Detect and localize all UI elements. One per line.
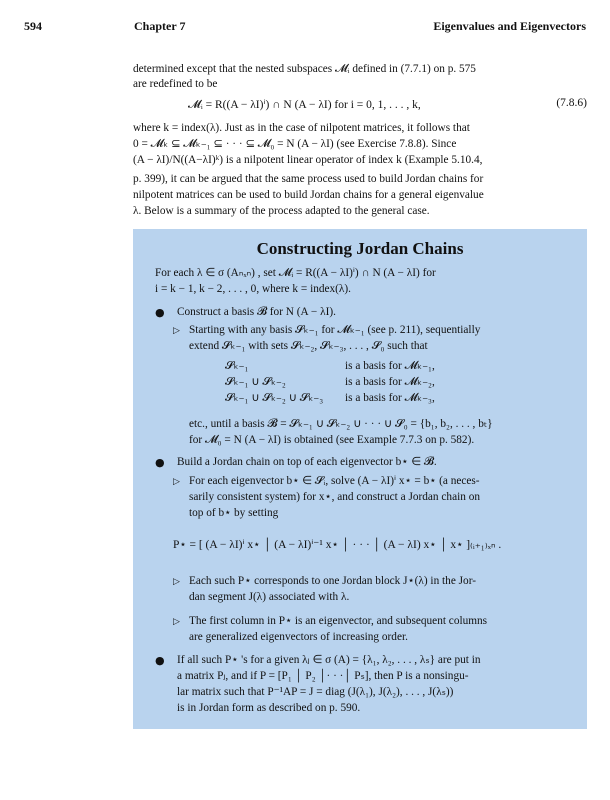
- bullet-3-line-1: If all such P⋆ 's for a given λⱼ ∈ σ (A) = {λ₁, λ₂, . . . , λₛ} are put in: [177, 654, 481, 666]
- bullet-2: Build a Jordan chain on top of each eigenvector b⋆ ∈ 𝓑.: [177, 456, 437, 468]
- bullet-3-line-4: is in Jordan form as described on p. 590.: [177, 702, 361, 714]
- step-2-line-3: top of b⋆ by setting: [189, 507, 279, 519]
- bullet-3-line-3: lar matrix such that P⁻¹AP = J = diag (J(λ₁), J(λ₂), . . . , J(λₛ)): [177, 686, 454, 698]
- intro-line-2: are redefined to be: [133, 78, 218, 90]
- step-2-line-2: sarily consistent system) for x⋆, and construct a Jordan chain on: [189, 491, 480, 503]
- box-title: Constructing Jordan Chains: [256, 239, 464, 258]
- bullet-icon: ●: [155, 456, 165, 469]
- equation-number: (7.8.6): [556, 97, 587, 109]
- box-intro-line-2: i = k − 1, k − 2, . . . , 0, where k = index(λ).: [155, 283, 351, 295]
- step-3-line-1: Each such P⋆ corresponds to one Jordan block J⋆(λ) in the Jor-: [189, 575, 477, 587]
- basis-desc-1: is a basis for 𝓜ₖ₋₁,: [345, 360, 435, 372]
- intro-line-7: nilpotent matrices can be used to build Jordan chains for a general eigenvalue: [133, 189, 484, 201]
- basis-set-2: 𝓢ₖ₋₁ ∪ 𝓢ₖ₋₂: [225, 376, 286, 388]
- pstar-equation: P⋆ = [ (A − λI)ⁱ x⋆ │ (A − λI)ⁱ⁻¹ x⋆ │ · · · │ (A − λI) x⋆ │ x⋆ ]₍ᵢ₊₁₎ₓₙ .: [173, 539, 502, 551]
- triangle-icon: ▷: [173, 617, 180, 627]
- intro-line-3: where k = index(λ). Just as in the case of nilpotent matrices, it follows that: [133, 122, 470, 134]
- step-1-line-3: etc., until a basis 𝓑 = 𝓢ₖ₋₁ ∪ 𝓢ₖ₋₂ ∪ · · · ∪ 𝓢₀ = {b₁, b₂, . . . , bₜ}: [189, 418, 493, 430]
- page-number: 594: [24, 19, 42, 33]
- bullet-icon: ●: [155, 654, 165, 667]
- intro-line-8: λ. Below is a summary of the process adapted to the general case.: [133, 205, 430, 217]
- bullet-3-line-2: a matrix Pⱼ, and if P = [P₁ │ P₂ │· · ·│ Pₛ], then P is a nonsingu-: [177, 670, 469, 682]
- step-4-line-2: are generalized eigenvectors of increasing order.: [189, 631, 408, 643]
- step-1-line-4: for 𝓜₀ = N (A − λI) is obtained (see Example 7.7.3 on p. 582).: [189, 434, 475, 446]
- step-1-line-2: extend 𝓢ₖ₋₁ with sets 𝓢ₖ₋₂, 𝓢ₖ₋₃, . . . , 𝓢₀ such that: [189, 340, 428, 352]
- basis-set-1: 𝓢ₖ₋₁: [225, 360, 249, 372]
- triangle-icon: ▷: [173, 477, 180, 487]
- bullet-icon: ●: [155, 306, 165, 319]
- equation-body: 𝓜ᵢ = R((A − λI)ⁱ) ∩ N (A − λI) for i = 0, 1, . . . , k,: [188, 99, 421, 111]
- chapter-label: Chapter 7: [134, 19, 186, 33]
- triangle-icon: ▷: [173, 577, 180, 587]
- basis-set-3: 𝓢ₖ₋₁ ∪ 𝓢ₖ₋₂ ∪ 𝓢ₖ₋₃: [225, 392, 324, 404]
- basis-desc-3: is a basis for 𝓜ₖ₋₃,: [345, 392, 435, 404]
- step-4-line-1: The first column in P⋆ is an eigenvector, and subsequent columns: [189, 615, 488, 627]
- intro-line-4: 0 = 𝓜ₖ ⊆ 𝓜ₖ₋₁ ⊆ · · · ⊆ 𝓜₀ = N (A − λI) (see Exercise 7.8.8). Since: [133, 138, 457, 150]
- box-intro-line-1: For each λ ∈ σ (Aₙₓₙ) , set 𝓜ᵢ = R((A − λI)ⁱ) ∩ N (A − λI) for: [155, 267, 436, 279]
- basis-desc-2: is a basis for 𝓜ₖ₋₂,: [345, 376, 435, 388]
- bullet-1: Construct a basis 𝓑 for N (A − λI).: [177, 306, 336, 318]
- chapter-title: Eigenvalues and Eigenvectors: [433, 19, 586, 33]
- step-2-line-1: For each eigenvector b⋆ ∈ 𝓢ᵢ, solve (A − λI)ⁱ x⋆ = b⋆ (a neces-: [189, 475, 480, 487]
- intro-line-6: p. 399), it can be argued that the same process used to build Jordan chains for: [133, 173, 484, 185]
- intro-line-1: determined except that the nested subspaces 𝓜ᵢ defined in (7.7.1) on p. 575: [133, 63, 476, 75]
- intro-line-5: (A − λI)/N((A−λI)ᵏ) is a nilpotent linear operator of index k (Example 5.10.4,: [133, 154, 483, 166]
- triangle-icon: ▷: [173, 326, 180, 336]
- step-3-line-2: dan segment J(λ) associated with λ.: [189, 591, 350, 603]
- step-1-line-1: Starting with any basis 𝓢ₖ₋₁ for 𝓜ₖ₋₁ (see p. 211), sequentially: [189, 324, 481, 336]
- summary-box: [133, 229, 587, 729]
- running-header: [24, 19, 586, 35]
